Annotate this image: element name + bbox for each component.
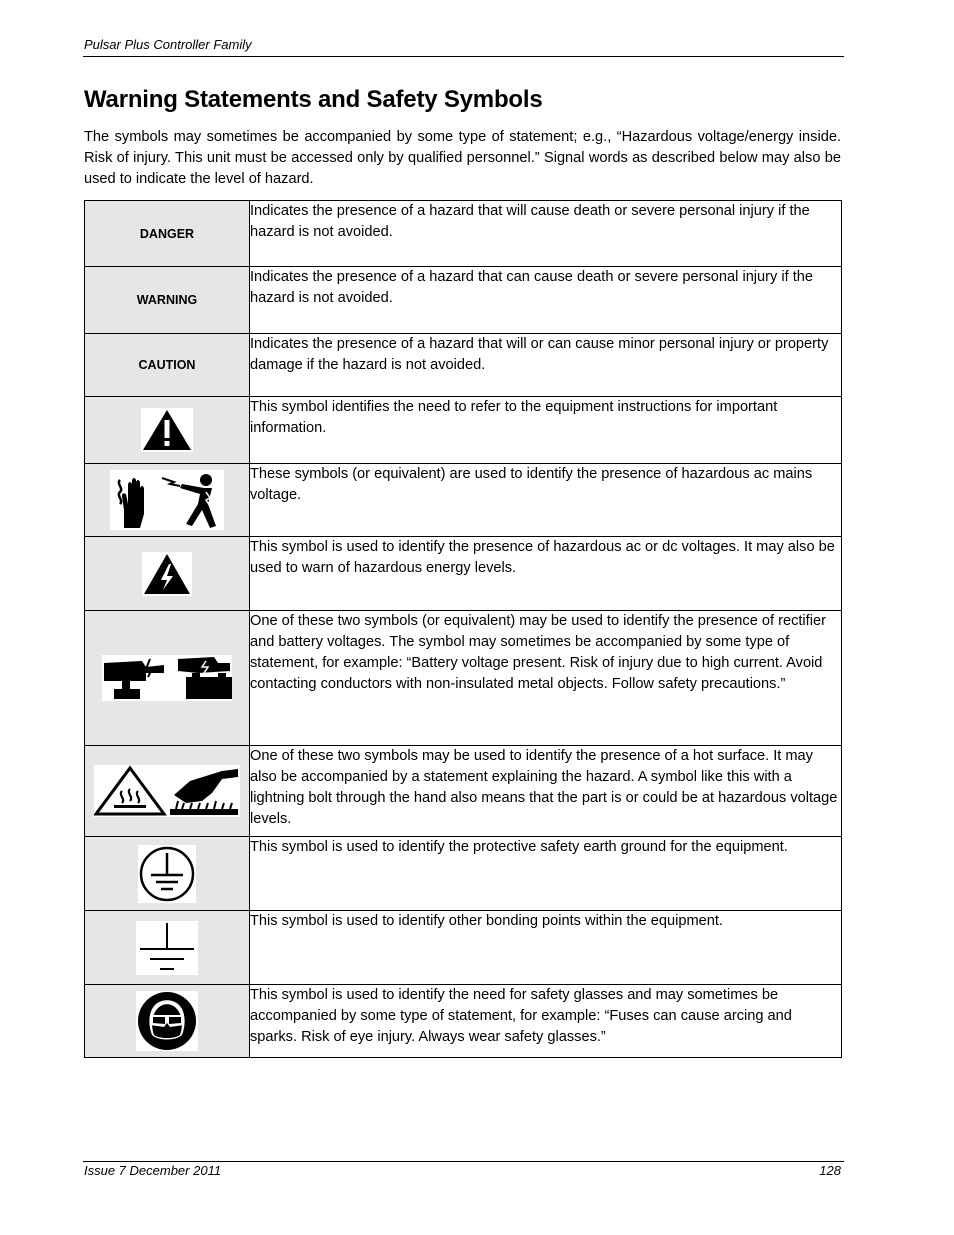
description-cell: This symbol is used to identify other bonding points within the equipment.	[250, 911, 842, 985]
signal-word-warning: WARNING	[136, 293, 198, 307]
description-cell: This symbol is used to identify the presence of hazardous ac or dc voltages. It may also be used to warn of hazardous energy levels.	[250, 537, 842, 611]
signal-word-cell	[85, 334, 250, 397]
footer-divider	[83, 1161, 844, 1162]
description-cell: Indicates the presence of a hazard that will or can cause minor personal injury or property damage if the hazard is not avoided.	[250, 334, 842, 397]
description-cell: This symbol is used to identify the need for safety glasses and may sometimes be accompanied by some type of statement, for example: “Fuses can cause arcing and sparks. Risk of eye injury. Always wear safety glasses.”	[250, 985, 842, 1058]
description-cell: Indicates the presence of a hazard that will cause death or severe personal injury if the hazard is not avoided.	[250, 201, 842, 267]
header-divider	[83, 56, 844, 57]
intro-paragraph: The symbols may sometimes be accompanied by some type of statement; e.g., “Hazardous voltage/energy inside. Risk of injury. This unit must be accessed only by qualified personnel.” Signal words as described below may also be used to indicate the level of hazard.	[84, 129, 841, 187]
protective-earth-ground-icon	[138, 845, 196, 903]
signal-word-danger: DANGER	[139, 226, 195, 241]
table-row	[85, 537, 842, 611]
description-cell: Indicates the presence of a hazard that can cause death or severe personal injury if the hazard is not avoided.	[250, 267, 842, 334]
table-row	[85, 397, 842, 464]
symbol-cell	[85, 837, 250, 911]
table-row	[85, 611, 842, 746]
description-cell: This symbol identifies the need to refer to the equipment instructions for important information.	[250, 397, 842, 464]
description-cell: These symbols (or equivalent) are used to identify the presence of hazardous ac mains voltage.	[250, 464, 842, 537]
bonding-ground-icon	[136, 921, 198, 975]
running-header: Pulsar Plus Controller Family	[84, 37, 252, 52]
symbol-cell	[85, 537, 250, 611]
exclamation-triangle-icon	[141, 408, 193, 452]
signal-word-cell	[85, 267, 250, 334]
safety-symbols-table	[84, 200, 842, 1058]
symbol-cell	[85, 985, 250, 1058]
symbol-cell	[85, 464, 250, 537]
footer-issue: Issue 7 December 2011	[84, 1163, 222, 1178]
ac-mains-shock-icons	[110, 470, 224, 530]
signal-word-cell	[85, 201, 250, 267]
table-row	[85, 334, 842, 397]
lightning-triangle-icon	[142, 552, 192, 596]
symbol-cell	[85, 397, 250, 464]
page-title: Warning Statements and Safety Symbols	[84, 86, 543, 113]
table-row	[85, 746, 842, 837]
description-cell: This symbol is used to identify the protective safety earth ground for the equipment.	[250, 837, 842, 911]
battery-voltage-icons	[102, 655, 232, 701]
table-row	[85, 911, 842, 985]
signal-word-caution: CAUTION	[138, 358, 196, 372]
symbol-cell	[85, 611, 250, 746]
safety-glasses-icon	[136, 991, 198, 1051]
description-cell: One of these two symbols may be used to identify the presence of a hot surface. It may also be accompanied by a statement explaining the hazard. A symbol like this with a lightning bolt through the hand also means that the part is or could be at hazardous voltage levels.	[250, 746, 842, 837]
hot-surface-icons	[94, 765, 240, 817]
table-row	[85, 267, 842, 334]
symbol-cell	[85, 911, 250, 985]
page-number: 128	[819, 1163, 841, 1178]
table-row	[85, 201, 842, 267]
table-row	[85, 837, 842, 911]
table-row	[85, 985, 842, 1058]
symbol-cell	[85, 746, 250, 837]
table-row	[85, 464, 842, 537]
description-cell: One of these two symbols (or equivalent) may be used to identify the presence of rectifier and battery voltages. The symbol may sometimes be accompanied by some type of statement, for example: “Battery voltage present. Risk of injury due to high current. Avoid contacting conductors with non-insulated metal objects. Follow safety precautions.”	[250, 611, 842, 746]
